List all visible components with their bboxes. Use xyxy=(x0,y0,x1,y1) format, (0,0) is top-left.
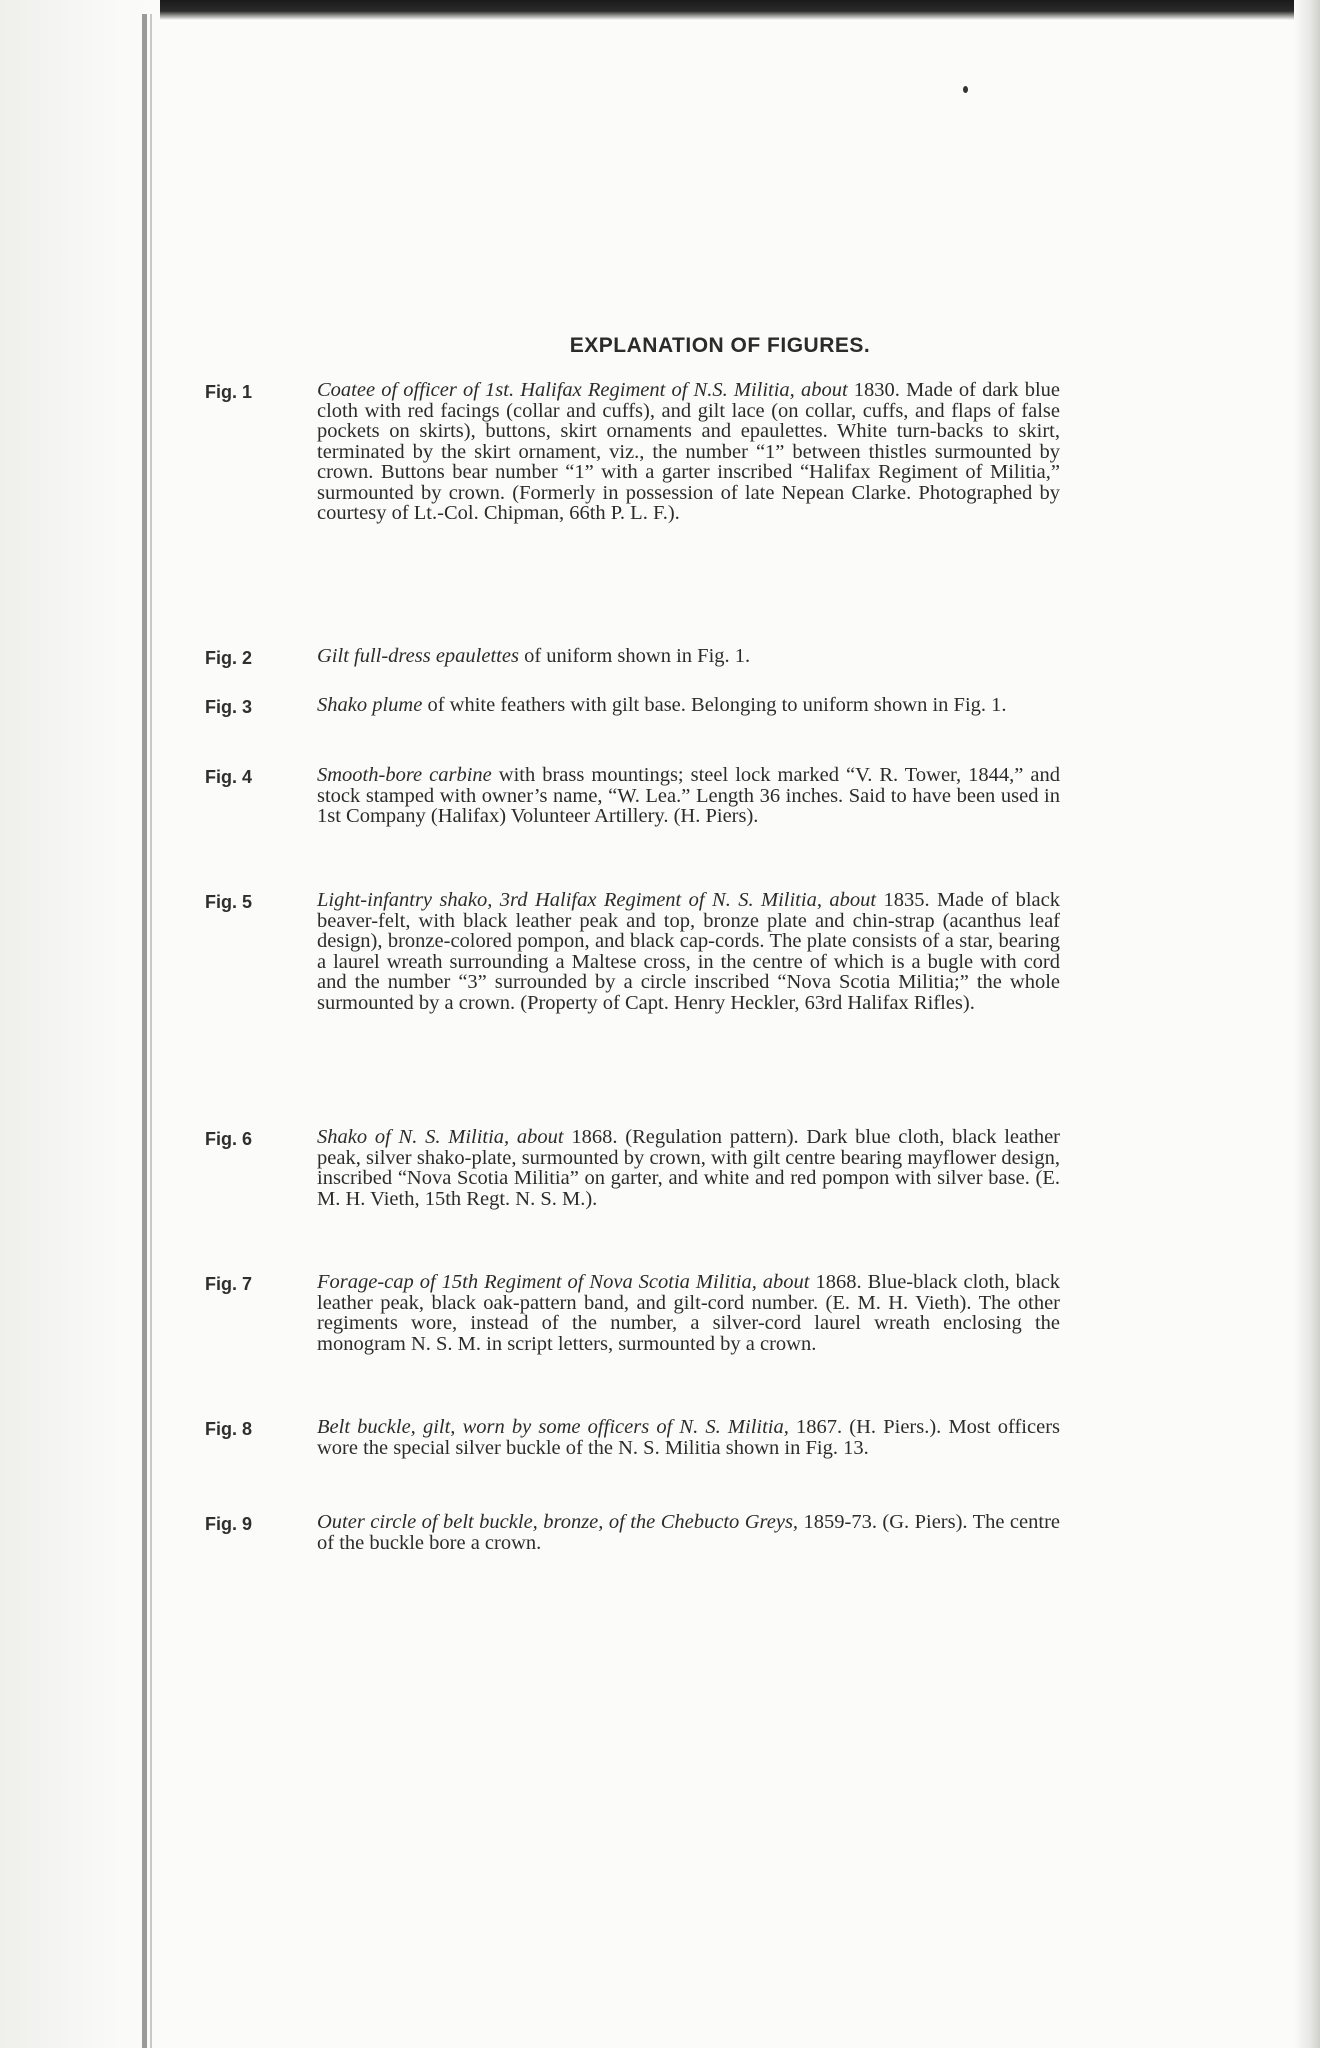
figure-body: of white feathers with gilt base. Belonging to uniform shown in Fig. 1. xyxy=(422,694,1007,716)
figure-label: Fig. 8 xyxy=(205,1419,253,1439)
figure-title: Shako plume xyxy=(317,694,423,716)
figure-title: Coatee of officer of 1st. Halifax Regiment of N.S. Militia, about xyxy=(317,379,848,401)
page-right-edge xyxy=(1294,0,1320,2048)
figure-title: Outer circle of belt buckle, bronze, of the Chebucto Greys, xyxy=(317,1511,799,1533)
page-left-margin xyxy=(0,0,160,2048)
figure-entry-8 xyxy=(205,1417,1060,1458)
figure-entry-4 xyxy=(205,765,1060,827)
figure-description xyxy=(317,695,1060,718)
figure-body: 1835. Made of black beaver-felt, with black leather peak and top, bronze plate and chin-strap (acanthus leaf design), bronze-colored pompon, and black cap-cords. The plate consists of a star, bearing a laurel wreath surrounding a Maltese cross, in the centre of which is a bugle with cord and the number “3” surrounded by a circle inscribed “Nova Scotia Militia;” the whole surmounted by a crown. (Property of Capt. Henry Heckler, 63rd Halifax Rifles). xyxy=(317,889,1060,1014)
figure-description xyxy=(317,890,1060,1013)
figure-entry-2 xyxy=(205,646,1060,669)
figure-description xyxy=(317,1512,1060,1553)
figure-title: Belt buckle, gilt, worn by some officers of N. S. Militia, xyxy=(317,1416,789,1438)
figure-body: of uniform shown in Fig. 1. xyxy=(518,645,751,667)
figure-entry-7 xyxy=(205,1272,1060,1354)
figure-label: Fig. 1 xyxy=(205,382,253,402)
figure-label: Fig. 6 xyxy=(205,1129,253,1149)
figure-body: 1867. (H. Piers.). Most officers wore the special silver buckle of the N. S. Militia shown in Fig. 13. xyxy=(317,1416,1060,1459)
binding-gutter-line xyxy=(142,14,147,2048)
figure-body: 1830. Made of dark blue cloth with red facings (collar and cuffs), and gilt lace (on collar, cuffs, and flaps of false pockets on skirts), buttons, skirt ornaments and epaulettes. White turn-backs to skirt, terminated by the skirt ornament, viz., the number “1” between thistles surmounted by crown. Buttons bear number “1” with a garter inscribed “Halifax Regiment of Militia,” surmounted by crown. (Formerly in possession of late Nepean Clarke. Photographed by courtesy of Lt.-Col. Chipman, 66th P. L. F.). xyxy=(317,379,1060,524)
binding-gutter-line-inner xyxy=(150,14,152,2048)
figure-entry-9 xyxy=(205,1512,1060,1553)
figure-body: 1868. (Regulation pattern). Dark blue cloth, black leather peak, silver shako-plate, surmounted by crown, with gilt centre bearing mayflower design, inscribed “Nova Scotia Militia” on garter, and white and red pompon with silver base. (E. M. H. Vieth, 15th Regt. N. S. M.). xyxy=(317,1126,1060,1210)
figure-description xyxy=(317,1272,1060,1354)
figure-description xyxy=(317,1127,1060,1209)
figure-entry-3 xyxy=(205,695,1060,718)
figure-description xyxy=(317,646,1060,669)
figure-label: Fig. 3 xyxy=(205,697,253,717)
page-top-shadow xyxy=(0,0,1320,20)
figure-entry-5 xyxy=(205,890,1060,1013)
figure-label: Fig. 7 xyxy=(205,1274,253,1294)
ink-speck xyxy=(963,86,968,93)
figure-description xyxy=(317,765,1060,827)
figure-body: with brass mountings; steel lock marked “V. R. Tower, 1844,” and stock stamped with owner’s name, “W. Lea.” Length 36 inches. Said to have been used in 1st Company (Halifax) Volunteer Artillery. (H. Piers). xyxy=(317,764,1061,827)
figure-label: Fig. 9 xyxy=(205,1514,253,1534)
figure-title: Light-infantry shako, 3rd Halifax Regiment of N. S. Militia, about xyxy=(317,889,877,911)
figure-label: Fig. 2 xyxy=(205,648,253,668)
figure-label: Fig. 5 xyxy=(205,892,253,912)
figure-entry-1 xyxy=(205,380,1060,524)
page-heading: EXPLANATION OF FIGURES. xyxy=(569,334,871,357)
figure-label: Fig. 4 xyxy=(205,767,253,787)
figure-entry-6 xyxy=(205,1127,1060,1209)
figure-title: Forage-cap of 15th Regiment of Nova Scotia Militia, about xyxy=(317,1271,810,1293)
figure-title: Smooth-bore carbine xyxy=(317,764,492,786)
figure-title: Shako of N. S. Militia, about xyxy=(317,1126,564,1148)
figure-body: 1868. Blue-black cloth, black leather peak, black oak-pattern band, and gilt-cord number. (E. M. H. Vieth). The other regiments wore, instead of the number, a silver-cord laurel wreath enclosing the monogram N. S. M. in script letters, surmounted by a crown. xyxy=(317,1271,1060,1355)
figure-body: 1859-73. (G. Piers). The centre of the buckle bore a crown. xyxy=(317,1511,1060,1554)
figure-description xyxy=(317,380,1060,524)
figure-title: Gilt full-dress epaulettes xyxy=(317,645,519,667)
figure-description xyxy=(317,1417,1060,1458)
